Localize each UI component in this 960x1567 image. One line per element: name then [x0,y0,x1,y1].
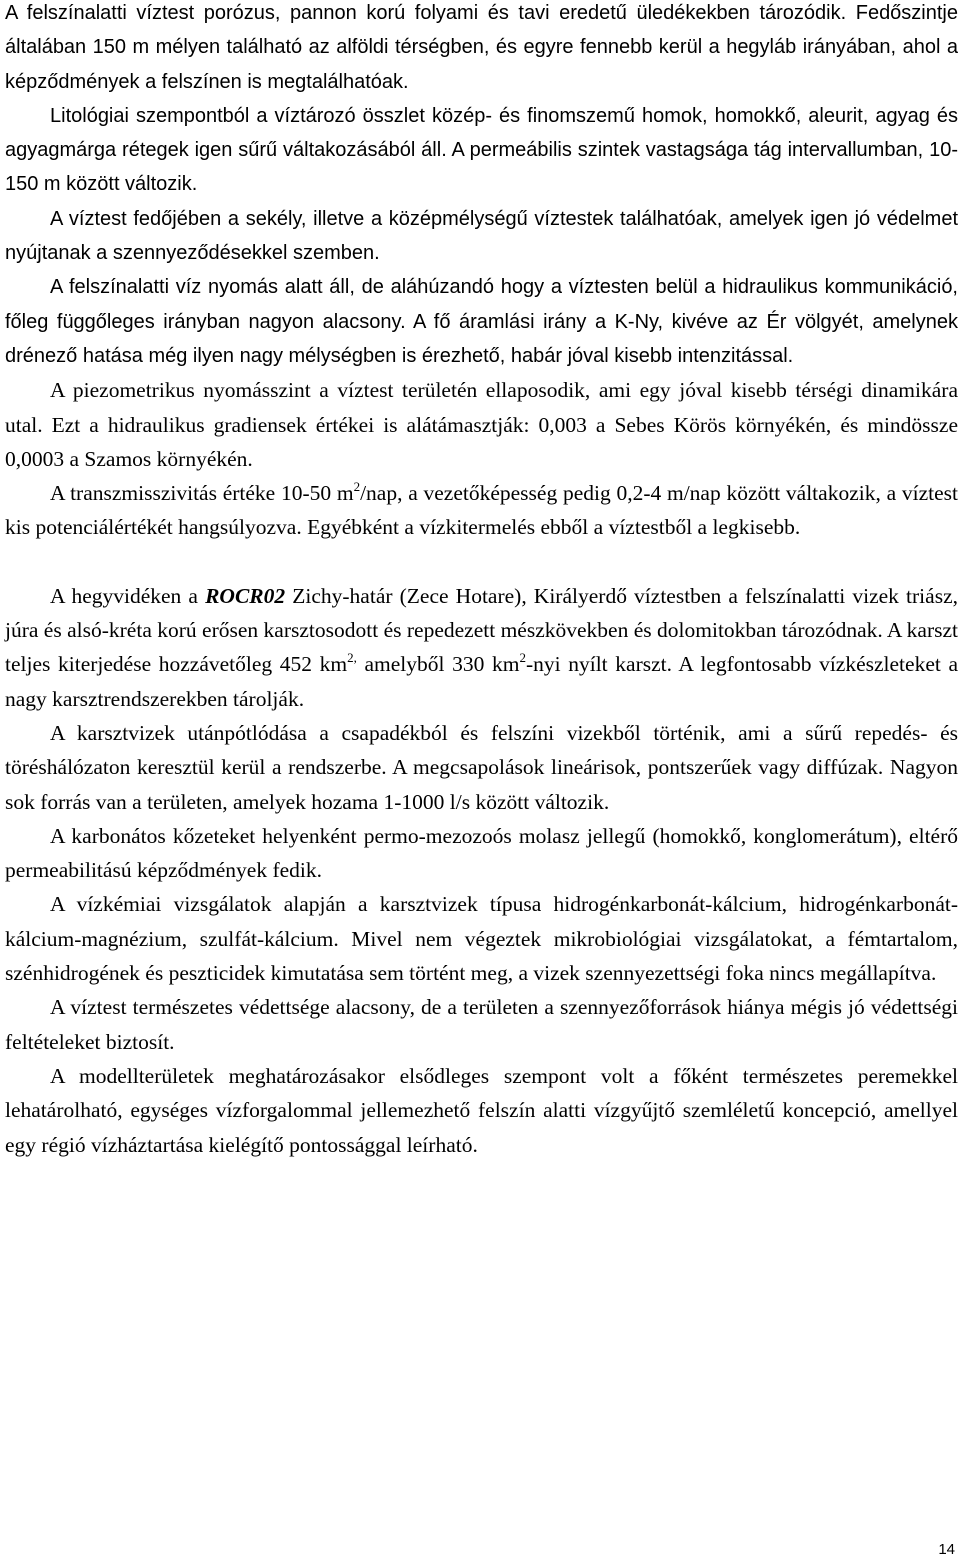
paragraph-lithology [5,99,958,202]
superscript-squared: 2 [353,479,361,495]
paragraph-natural-protection: A víztest természetes védettsége alacsony, de a területen a szennyezőforrások hiánya mégis jó védettségi feltételeket biztosít. [5,995,958,1054]
lithology-text: Litológiai szempontból a víztározó összlet közép- és finomszemű homok, homokkő, aleurit, agyag és agyagmárga rétegek igen sűrű váltakozásából áll. [5,104,958,162]
paragraph-transmissivity [5,476,958,545]
paragraph-model-areas: A modellterületek meghatározásakor elsődleges szempont volt a főként természetes peremekkel lehatárolható, egységes vízforgalommal jellemezhető felszín alatti vízgyűjtő szemléletű koncepció, amellyel egy régió vízháztartása kielégítő pontossággal leírható. [5,1063,958,1157]
flow-direction-text: A fő áramlási irány a K-Ny, kivéve az Ér völgyét, amelynek drénező hatása még ilyen nagy mélységben is érezhető, habár jóval kisebb intenzitással. [5,310,958,367]
superscript-squared: 2 [519,650,526,666]
karst-text-c: amelyből 330 km [356,652,520,677]
pressure-text: A felszínalatti víz nyomás alatt áll, de aláhúzandó hogy a víztesten belül a hidraulikus kommunikáció, főleg függőleges irányban nagyon alacsony. [5,276,958,333]
paragraph-water-chemistry: A vízkémiai vizsgálatok alapján a karsztvizek típusa hidrogénkarbonát-kálcium, hidrogénkarbonát-kálcium-magnézium, szulfát-kálcium. Mivel nem végeztek mikrobiológiai vizsgálatokat, a fémtartalom, szénhidrogének és peszticidek kimutatása sem történt meg, a vizek szennyezettségi foka nincs megállapítva. [5,892,958,986]
transmissivity-text: A transzmisszivitás értéke 10-50 m [50,481,354,506]
paragraph-porous-aquifer: A felszínalatti víztest porózus, pannon korú folyami és tavi eredetű üledékekben tározódik. Fedőszintje általában 150 m mélyen található az alföldi térségben, és egyre fennebb kerül a hegyláb irányában, ahol a képződmények a felszínen is megtalálhatóak. [5,2,958,93]
page-number: 14 [938,1541,955,1558]
document-page [5,0,958,1162]
waterbody-code: ROCR02 [205,583,286,608]
paragraph-cover-protection: A víztest fedőjében a sekély, illetve a középmélységű víztestek találhatóak, amelyek igen jó védelmet nyújtanak a szennyeződésekkel szemben. [5,207,958,265]
permeability-text: A permeábilis szintek vastagsága tág intervallumban, 10-150 m között változik. [5,139,958,196]
paragraph-karst-aquifer [5,579,958,716]
karst-text-b: Zichy-határ (Zece Hotare), Királyerdő víztestben a felszínalatti vizek triász, júra és alsó-kréta korú erősen karsztosodott és repedezett mészkövekben és dolomitokban tározódnak. A karszt teljes kiterjedése hozzávetőleg 452 km [5,583,958,677]
paragraph-recharge: A karsztvizek utánpótlódása a csapadékból és felszíni vizekből történik, ami a sűrű repedés- és töréshálózaton keresztül kerül a rendszerbe. A megcsapolások lineárisok, pontszerűek vagy diffúzak. Nagyon sok forrás van a területen, amelyek hozama 1-1000 l/s között változik. [5,720,958,814]
karst-text-a: A hegyvidéken a [50,583,206,608]
superscript-squared: 2, [347,650,357,666]
transmissivity-text-rest: /nap, a vezetőképesség pedig 0,2-4 m/nap között váltakozik, a víztest kis potenciálértékét hangsúlyozva. Egyébként a vízkitermelés ebből a víztestből a legkisebb. [5,481,958,540]
paragraph-piezometric: A piezometrikus nyomásszint a víztest területén ellaposodik, ami egy jóval kisebb térségi dinamikára utal. Ezt a hidraulikus gradiensek értékei is alátámasztják: 0,003 a Sebes Körös környékén, és mindössze 0,0003 a Szamos környékén. [5,378,958,471]
paragraph-pressure [5,270,958,373]
paragraph-carbonate-cover: A karbonátos kőzeteket helyenként permo-mezozoós molasz jellegű (homokkő, konglomerátum), eltérő permeabilitású képződmények fedik. [5,823,958,883]
karst-text-d: -nyi nyílt karszt. A legfontosabb vízkészleteket a nagy karsztrendszerekben tárolják. [5,652,959,711]
section-gap [5,545,958,579]
